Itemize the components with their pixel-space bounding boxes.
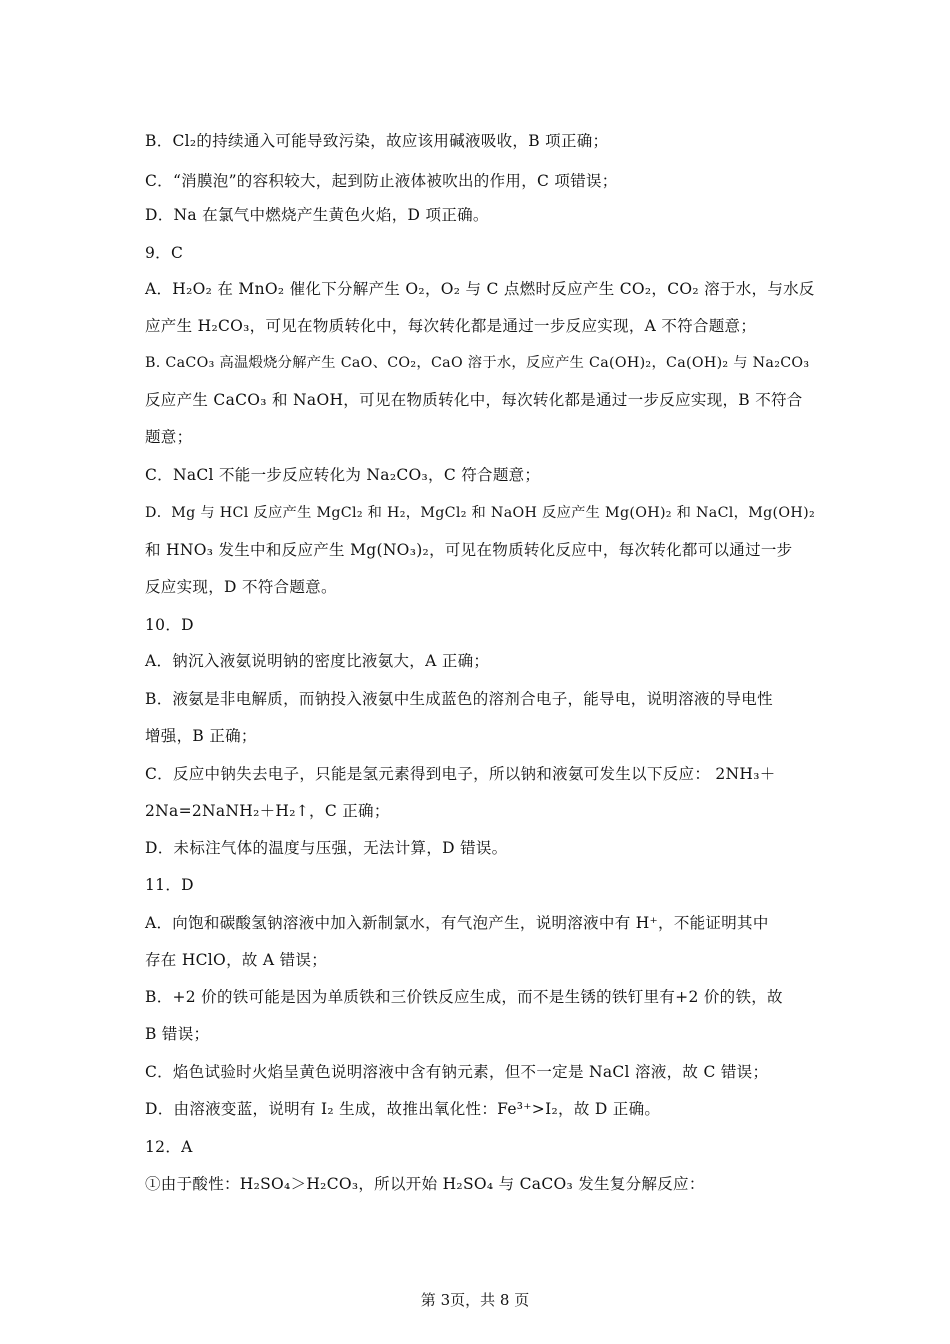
text-line: A．钠沉入液氨说明钠的密度比液氨大，A 正确； (145, 652, 490, 670)
text-line: D．Mg 与 HCl 反应产生 MgCl₂ 和 H₂，MgCl₂ 和 NaOH 反应产生 Mg(OH)₂ 和 NaCl，Mg(OH)₂ (145, 505, 815, 521)
text-line: 反应产生 CaCO₃ 和 NaOH，可见在物质转化中，每次转化都是通过一步反应实现，B 不符合 (145, 391, 803, 409)
text-line: B 错误； (145, 1025, 210, 1043)
text-line: B．Cl₂的持续通入可能导致污染，故应该用碱液吸收，B 项正确； (145, 132, 609, 150)
question-number: 12．A (145, 1138, 193, 1156)
text-line: B. CaCO₃ 高温煅烧分解产生 CaO、CO₂，CaO 溶于水，反应产生 Ca(OH)₂，Ca(OH)₂ 与 Na₂CO₃ (145, 355, 810, 371)
text-line: 增强，B 正确； (145, 727, 257, 745)
text-line: 题意； (145, 428, 193, 446)
text-line: C．NaCl 不能一步反应转化为 Na₂CO₃，C 符合题意； (145, 466, 541, 484)
text-line: C．反应中钠失去电子，只能是氢元素得到电子，所以钠和液氨可发生以下反应： 2NH₃＋ (145, 765, 776, 783)
text-line: A．向饱和碳酸氢钠溶液中加入新制氯水，有气泡产生，说明溶液中有 H⁺，不能证明其中 (145, 914, 769, 932)
question-number: 10．D (145, 616, 194, 634)
text-line: B．+2 价的铁可能是因为单质铁和三价铁反应生成，而不是生锈的铁钉里有+2 价的铁，故 (145, 988, 783, 1006)
text-line: D．Na 在氯气中燃烧产生黄色火焰，D 项正确。 (145, 206, 489, 224)
text-line: 2Na=2NaNH₂＋H₂↑，C 正确； (145, 802, 390, 820)
text-line: D．由溶液变蓝，说明有 I₂ 生成，故推出氧化性：Fe³⁺>I₂，故 D 正确。 (145, 1100, 661, 1118)
text-line: A．H₂O₂ 在 MnO₂ 催化下分解产生 O₂，O₂ 与 C 点燃时反应产生 CO₂，CO₂ 溶于水，与水反 (145, 280, 815, 298)
question-number: 9．C (145, 244, 184, 262)
text-line: B．液氨是非电解质，而钠投入液氨中生成蓝色的溶剂合电子，能导电，说明溶液的导电性 (145, 690, 773, 708)
text-line: 应产生 H₂CO₃，可见在物质转化中，每次转化都是通过一步反应实现，A 不符合题意； (145, 317, 757, 335)
text-line: 反应实现，D 不符合题意。 (145, 578, 337, 596)
text-line: D．未标注气体的温度与压强，无法计算，D 错误。 (145, 839, 508, 857)
text-line: 和 HNO₃ 发生中和反应产生 Mg(NO₃)₂，可见在物质转化反应中，每次转化都可以通过一步 (145, 541, 793, 559)
page-footer: 第 3页，共 8 页 (420, 1291, 530, 1309)
text-line: C．焰色试验时火焰呈黄色说明溶液中含有钠元素，但不一定是 NaCl 溶液，故 C 错误； (145, 1063, 769, 1081)
text-line: ①由于酸性：H₂SO₄＞H₂CO₃，所以开始 H₂SO₄ 与 CaCO₃ 发生复分解反应： (145, 1175, 705, 1193)
text-line: 存在 HClO，故 A 错误； (145, 951, 328, 969)
question-number: 11．D (145, 876, 194, 894)
text-line: C．“消膜泡”的容积较大，起到防止液体被吹出的作用，C 项错误； (145, 172, 618, 190)
